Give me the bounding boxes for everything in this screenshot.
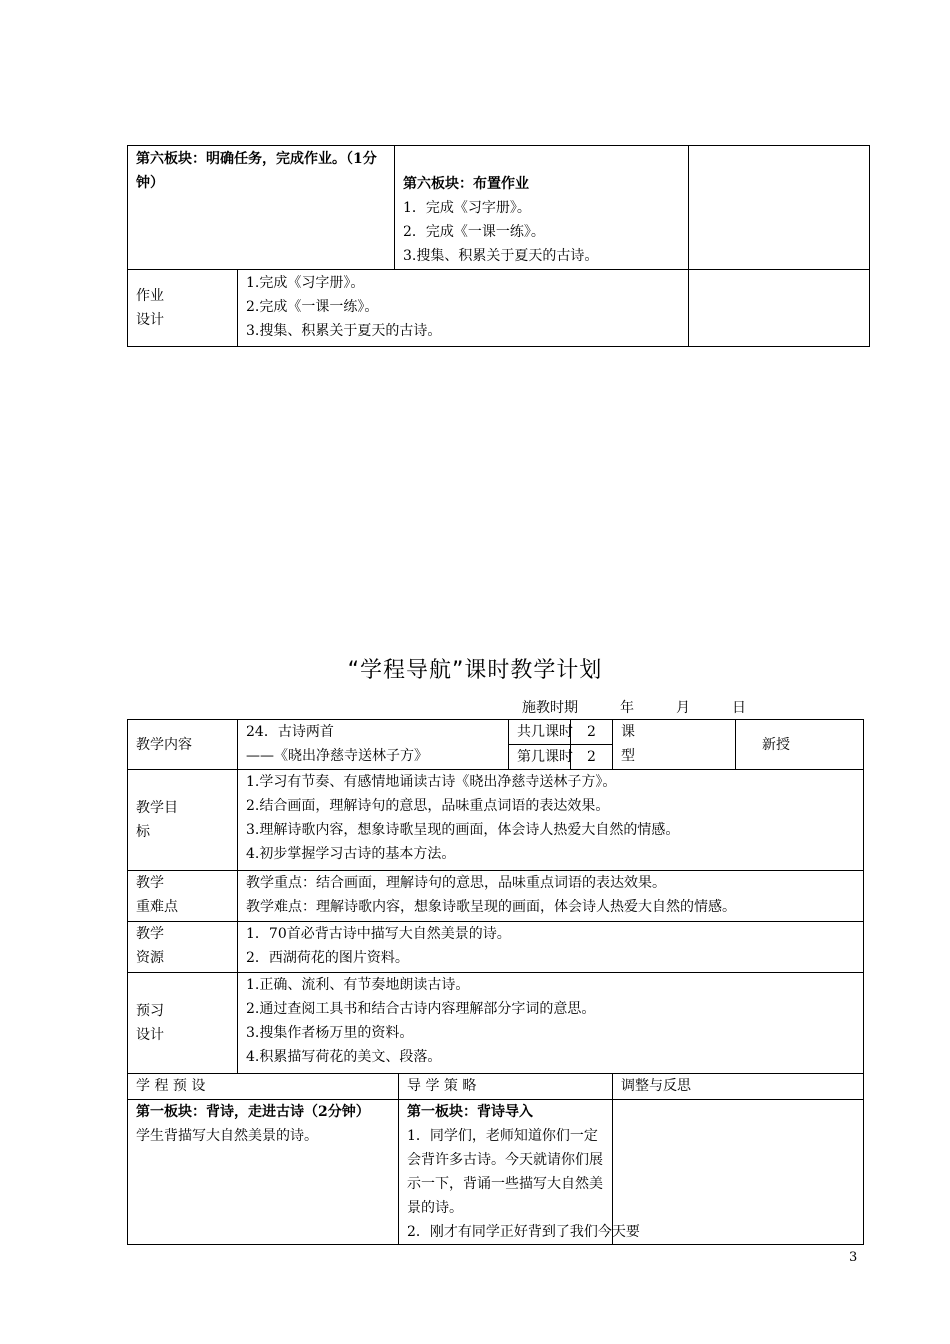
homework-label: 作业 [136, 288, 164, 304]
previous-plan-table [127, 145, 870, 347]
content-cell [238, 720, 509, 770]
page-number: 3 [849, 1250, 858, 1265]
lesson-type-label-cell [613, 720, 736, 770]
content-label: 教学内容 [136, 736, 192, 753]
goal-item: 2.结合画面，理解诗句的意思，品味重点词语的表达效果。 [246, 798, 610, 814]
goal-item: 4.初步掌握学习古诗的基本方法。 [246, 846, 456, 862]
resources-cell [238, 922, 864, 973]
total-lessons-label: 共几课时 [517, 724, 573, 740]
preview-item: 4.积累描写荷花的美文、段落。 [246, 1049, 442, 1065]
which-lesson-value-cell [571, 745, 613, 770]
lesson-subtitle: ——《晓出净慈寺送林子方》 [246, 748, 428, 764]
block1-learning-cell [128, 1100, 399, 1245]
goals-label: 标 [136, 824, 150, 840]
preview-item: 2.通过查阅工具书和结合古诗内容理解部分字词的意思。 [246, 1001, 596, 1017]
lesson-type-label: 课 [621, 724, 635, 740]
page-title: “学程导航”课时教学计划 [347, 658, 603, 683]
preview-label: 预习 [136, 1003, 164, 1019]
key-points-cell [238, 871, 864, 922]
block6-adjust-cell [689, 146, 870, 270]
preview-item: 1.正确、流利、有节奏地朗读古诗。 [246, 977, 470, 993]
guiding-strategy-header [399, 1074, 613, 1100]
key-points-label: 教学 [136, 875, 164, 891]
resources-label: 资源 [136, 950, 164, 966]
resources-label: 教学 [136, 926, 164, 942]
homework-line: 2.完成《一课一练》。 [246, 299, 379, 315]
preview-label: 设计 [136, 1027, 164, 1043]
block1-guiding-cell [399, 1100, 640, 1245]
key-point-line: 教学重点：结合画面，理解诗句的意思，品味重点词语的表达效果。 [246, 875, 666, 891]
preview-label-cell [128, 973, 238, 1074]
resource-item: 2．西湖荷花的图片资料。 [246, 950, 409, 966]
block6-mid-line: 2．完成《一课一练》。 [403, 224, 545, 240]
lesson-type-label: 型 [621, 748, 635, 764]
preview-cell [238, 973, 864, 1074]
lesson-plan-table [127, 719, 864, 1245]
adjust-reflect-header-label: 调整与反思 [621, 1078, 691, 1094]
resource-item: 1．70首必背古诗中描写大自然美景的诗。 [246, 926, 511, 942]
preview-item: 3.搜集作者杨万里的资料。 [246, 1025, 414, 1041]
adjust-reflect-header [613, 1074, 864, 1100]
goal-item: 3.理解诗歌内容，想象诗歌呈现的画面，体会诗人热爱大自然的情感。 [246, 822, 680, 838]
homework-label: 设计 [136, 312, 164, 328]
which-lesson-label: 第几课时 [517, 749, 573, 765]
block6-mid-line: 1．完成《习字册》。 [403, 200, 531, 216]
homework-line: 1.完成《习字册》。 [246, 275, 365, 291]
key-points-label: 重难点 [136, 899, 178, 915]
total-lessons-value: 2 [587, 724, 596, 740]
lesson-type-value-cell [736, 720, 864, 770]
lesson-type-value: 新授 [762, 736, 790, 753]
which-lesson-label-cell [509, 745, 571, 770]
block6-mid-title: 第六板块：布置作业 [403, 176, 529, 192]
block1-guiding-text-2: 2．刚才有同学正好背到了我们今天要 [407, 1224, 640, 1240]
block1-adjust-cell [613, 1100, 864, 1245]
goal-item: 1.学习有节奏、有感情地诵读古诗《晓出净慈寺送林子方》。 [246, 774, 617, 790]
block1-guiding-title: 第一板块：背诗导入 [407, 1104, 533, 1120]
teaching-date-line: 施教时期 年 月 日 [522, 700, 746, 716]
block1-learning-text: 学生背描写大自然美景的诗。 [136, 1128, 318, 1144]
homework-line: 3.搜集、积累关于夏天的古诗。 [246, 323, 442, 339]
learning-plan-header [128, 1074, 399, 1100]
difficulty-line: 教学难点：理解诗歌内容，想象诗歌呈现的画面，体会诗人热爱大自然的情感。 [246, 899, 736, 915]
guiding-strategy-header-label: 导 学 策 略 [407, 1078, 477, 1094]
block6-mid-cell [395, 146, 689, 270]
block6-mid-line: 3.搜集、积累关于夏天的古诗。 [403, 248, 599, 264]
block6-left-cell [128, 146, 395, 270]
content-label-cell [128, 720, 238, 770]
block1-guiding-text: 1．同学们，老师知道你们一定会背许多古诗。今天就请你们展示一下，背诵一些描写大自然美景的诗。 [407, 1128, 603, 1216]
block6-left-text: 第六板块：明确任务，完成作业。（1分钟） [136, 151, 377, 191]
block1-learning-title: 第一板块：背诗，走进古诗（2分钟） [136, 1104, 370, 1120]
homework-adjust-cell [689, 270, 870, 347]
homework-content-cell [238, 270, 689, 347]
key-points-label-cell [128, 871, 238, 922]
goals-label-cell [128, 770, 238, 871]
goals-cell [238, 770, 864, 871]
learning-plan-header-label: 学 程 预 设 [136, 1078, 206, 1094]
goals-label: 教学目 [136, 800, 178, 816]
total-lessons-label-cell [509, 720, 571, 745]
which-lesson-value: 2 [587, 749, 596, 765]
homework-label-cell [128, 270, 238, 347]
lesson-title: 24．古诗两首 [246, 724, 334, 740]
resources-label-cell [128, 922, 238, 973]
total-lessons-value-cell [571, 720, 613, 745]
